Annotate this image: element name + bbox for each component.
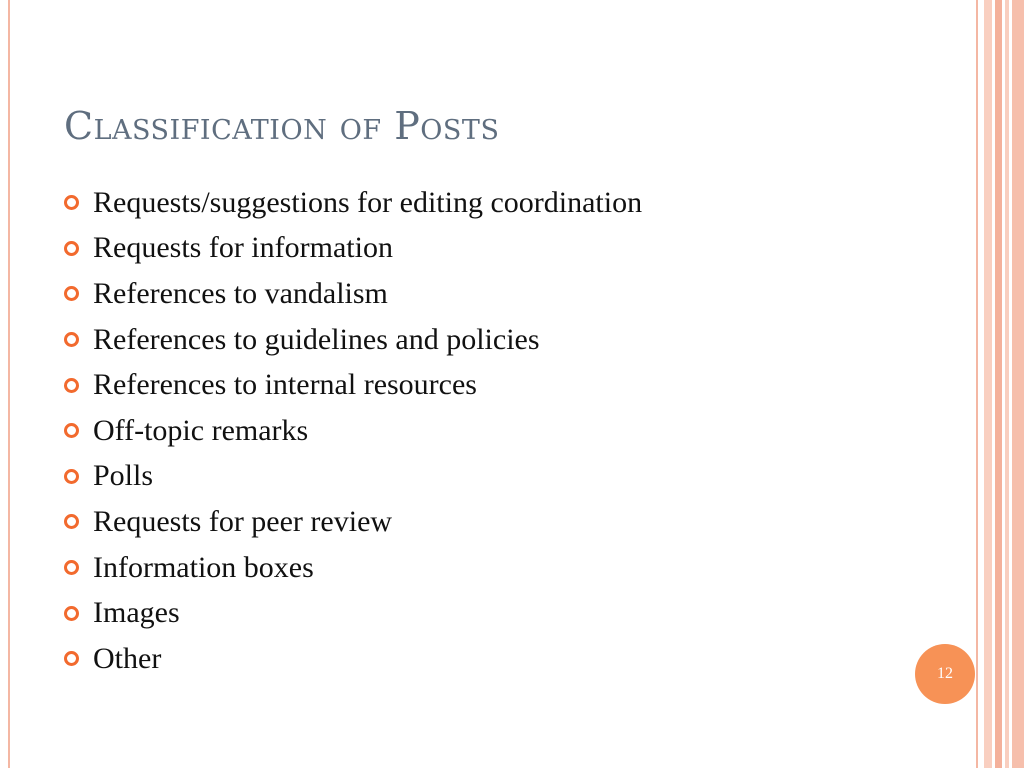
circle-bullet-icon [64, 332, 79, 347]
bullet-text: Requests for peer review [93, 504, 393, 538]
circle-bullet-icon [64, 423, 79, 438]
bullet-text: Information boxes [93, 550, 314, 584]
left-border-rule [8, 0, 10, 768]
circle-bullet-icon [64, 651, 79, 666]
list-item [64, 180, 642, 226]
bullet-list [64, 180, 642, 682]
list-item [64, 408, 642, 454]
right-stripe-2 [984, 0, 992, 768]
circle-bullet-icon [64, 286, 79, 301]
list-item [64, 590, 642, 636]
circle-bullet-icon [64, 378, 79, 393]
circle-bullet-icon [64, 560, 79, 575]
circle-bullet-icon [64, 241, 79, 256]
bullet-text: References to guidelines and policies [93, 322, 540, 356]
right-stripe-4 [1005, 0, 1009, 768]
page-number-badge: 12 [915, 644, 975, 704]
bullet-text: Polls [93, 459, 154, 493]
list-item [64, 545, 642, 591]
circle-bullet-icon [64, 606, 79, 621]
bullet-text: References to vandalism [93, 276, 388, 310]
list-item [64, 271, 642, 317]
right-stripe-1 [976, 0, 978, 768]
right-stripe-3 [995, 0, 1002, 768]
circle-bullet-icon [64, 514, 79, 529]
list-item [64, 317, 642, 363]
bullet-text: Requests for information [93, 231, 393, 265]
right-stripe-5 [1012, 0, 1024, 768]
list-item [64, 226, 642, 272]
bullet-text: References to internal resources [93, 368, 477, 402]
bullet-text: Requests/suggestions for editing coordination [93, 185, 643, 219]
circle-bullet-icon [64, 469, 79, 484]
list-item [64, 454, 642, 500]
list-item [64, 362, 642, 408]
circle-bullet-icon [64, 195, 79, 210]
bullet-text: Off-topic remarks [93, 413, 309, 447]
slide-title: Classification of Posts [64, 104, 500, 148]
bullet-text: Other [93, 641, 162, 675]
list-item [64, 636, 642, 682]
bullet-text: Images [93, 596, 180, 630]
list-item [64, 499, 642, 545]
